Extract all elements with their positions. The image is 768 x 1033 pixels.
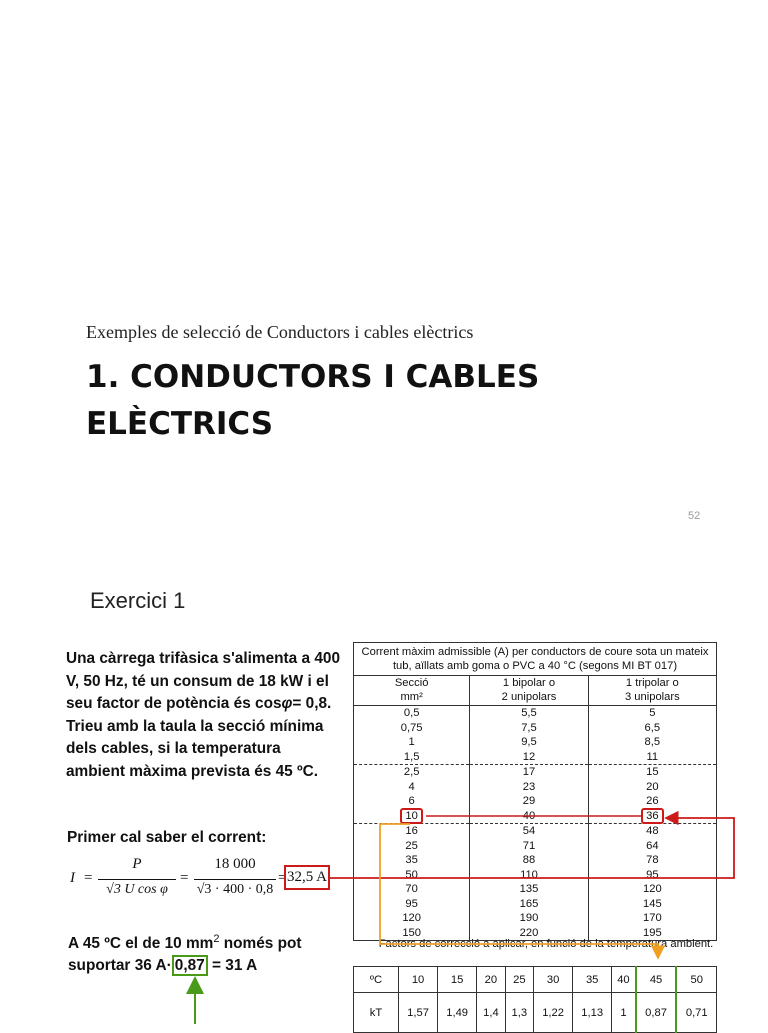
group2-tripolar: 15 20 26 36 bbox=[588, 765, 716, 824]
group1-tripolar: 5 6,5 8,5 11 bbox=[588, 706, 716, 765]
factor-cell: 1,4 bbox=[477, 993, 505, 1033]
title-line-2: ELÈCTRICS bbox=[86, 406, 274, 442]
current-result: 32,5 A bbox=[286, 869, 327, 885]
page-number: 52 bbox=[688, 510, 701, 522]
group2-section: 2,5 4 6 10 bbox=[354, 765, 470, 824]
orange-connector bbox=[380, 824, 658, 958]
group1-bipolar: 5,5 7,5 9,5 12 bbox=[470, 706, 588, 765]
group3-section: 16 25 35 50 70 95 120 150 bbox=[354, 824, 470, 941]
temp-cell: 35 bbox=[573, 967, 612, 993]
temp-cell-45: 45 bbox=[636, 967, 677, 993]
factor-highlight: 0,87 bbox=[172, 955, 208, 976]
problem-text-2: = 0,8. Trieu amb la taula la secció mínima dels cables, si la temperatura ambient màxima prevista és 45 ºC. bbox=[66, 695, 332, 780]
capacity-table-caption: Corrent màxim admissible (A) per conductors de coure sota un mateix tub, aïllats amb goma o PVC a 40 °C (segons MI BT 017) bbox=[354, 643, 717, 676]
temp-cell: 30 bbox=[534, 967, 573, 993]
red-connector bbox=[330, 818, 734, 878]
kt-label: kT bbox=[354, 993, 399, 1033]
group2-bipolar: 17 23 29 40 bbox=[470, 765, 588, 824]
exercise-heading: Exercici 1 bbox=[90, 588, 186, 613]
group3-bipolar: 54 71 88 110 135 165 190 220 bbox=[470, 824, 588, 941]
factor-cell: 1,49 bbox=[438, 993, 477, 1033]
temp-cell: 20 bbox=[477, 967, 505, 993]
temp-cell: 50 bbox=[676, 967, 716, 993]
formula-den2: √3 · 400 · 0,8 bbox=[196, 882, 274, 897]
capacity-36-highlight: 36 bbox=[641, 808, 663, 824]
formula-den1: √3 U cos φ bbox=[106, 882, 168, 897]
current-formula: I = P √3 U cos φ = 18 000 √3 · 400 · 0,8 = bbox=[70, 856, 287, 897]
factor-cell: 1,57 bbox=[399, 993, 438, 1033]
header-bipolar: 1 bipolar o 2 unipolars bbox=[470, 676, 588, 706]
temp-cell: 15 bbox=[438, 967, 477, 993]
current-intro: Primer cal saber el corrent: bbox=[67, 829, 267, 846]
temp-cell: 40 bbox=[612, 967, 636, 993]
problem-text: Una càrrega trifàsica s'alimenta a 400 V, 50 Hz, té un consum de 18 kW i el seu factor de potència és cos bbox=[66, 650, 341, 713]
correction-table-caption: Factors de correcció a aplicar, en funció de la temperatura ambient. bbox=[378, 938, 714, 950]
formula-lhs: I bbox=[70, 870, 75, 886]
conclusion-part-2: només pot suportar 36 A· bbox=[68, 935, 302, 975]
group1-section: 0,5 0,75 1 1,5 bbox=[354, 706, 470, 765]
conclusion-superscript: 2 bbox=[213, 933, 220, 945]
formula-num1: P bbox=[132, 856, 142, 872]
factor-cell: 0,71 bbox=[676, 993, 716, 1033]
temp-cell: 10 bbox=[399, 967, 438, 993]
slide-subtitle: Exemples de selecció de Conductors i cables elèctrics bbox=[86, 322, 474, 342]
temp-cell: 25 bbox=[505, 967, 533, 993]
header-tripolar: 1 tripolar o 3 unipolars bbox=[588, 676, 716, 706]
temp-label: ºC bbox=[354, 967, 399, 993]
factor-cell: 1,22 bbox=[534, 993, 573, 1033]
formula-num2: 18 000 bbox=[214, 856, 256, 872]
conclusion-part-1: A 45 ºC el de 10 mm bbox=[68, 935, 214, 953]
factor-cell: 1,3 bbox=[505, 993, 533, 1033]
factor-cell: 1 bbox=[612, 993, 636, 1033]
section-10-highlight: 10 bbox=[400, 808, 422, 824]
title-line-1: 1. CONDUCTORS I CABLES bbox=[86, 359, 540, 395]
conclusion-part-3: = 31 A bbox=[207, 957, 258, 975]
factor-cell-087: 0,87 bbox=[636, 993, 677, 1033]
header-section: Secció mm² bbox=[354, 676, 470, 706]
phi-symbol: φ bbox=[281, 695, 293, 713]
group3-tripolar: 48 64 78 95 120 145 170 195 bbox=[588, 824, 716, 941]
factor-cell: 1,13 bbox=[573, 993, 612, 1033]
